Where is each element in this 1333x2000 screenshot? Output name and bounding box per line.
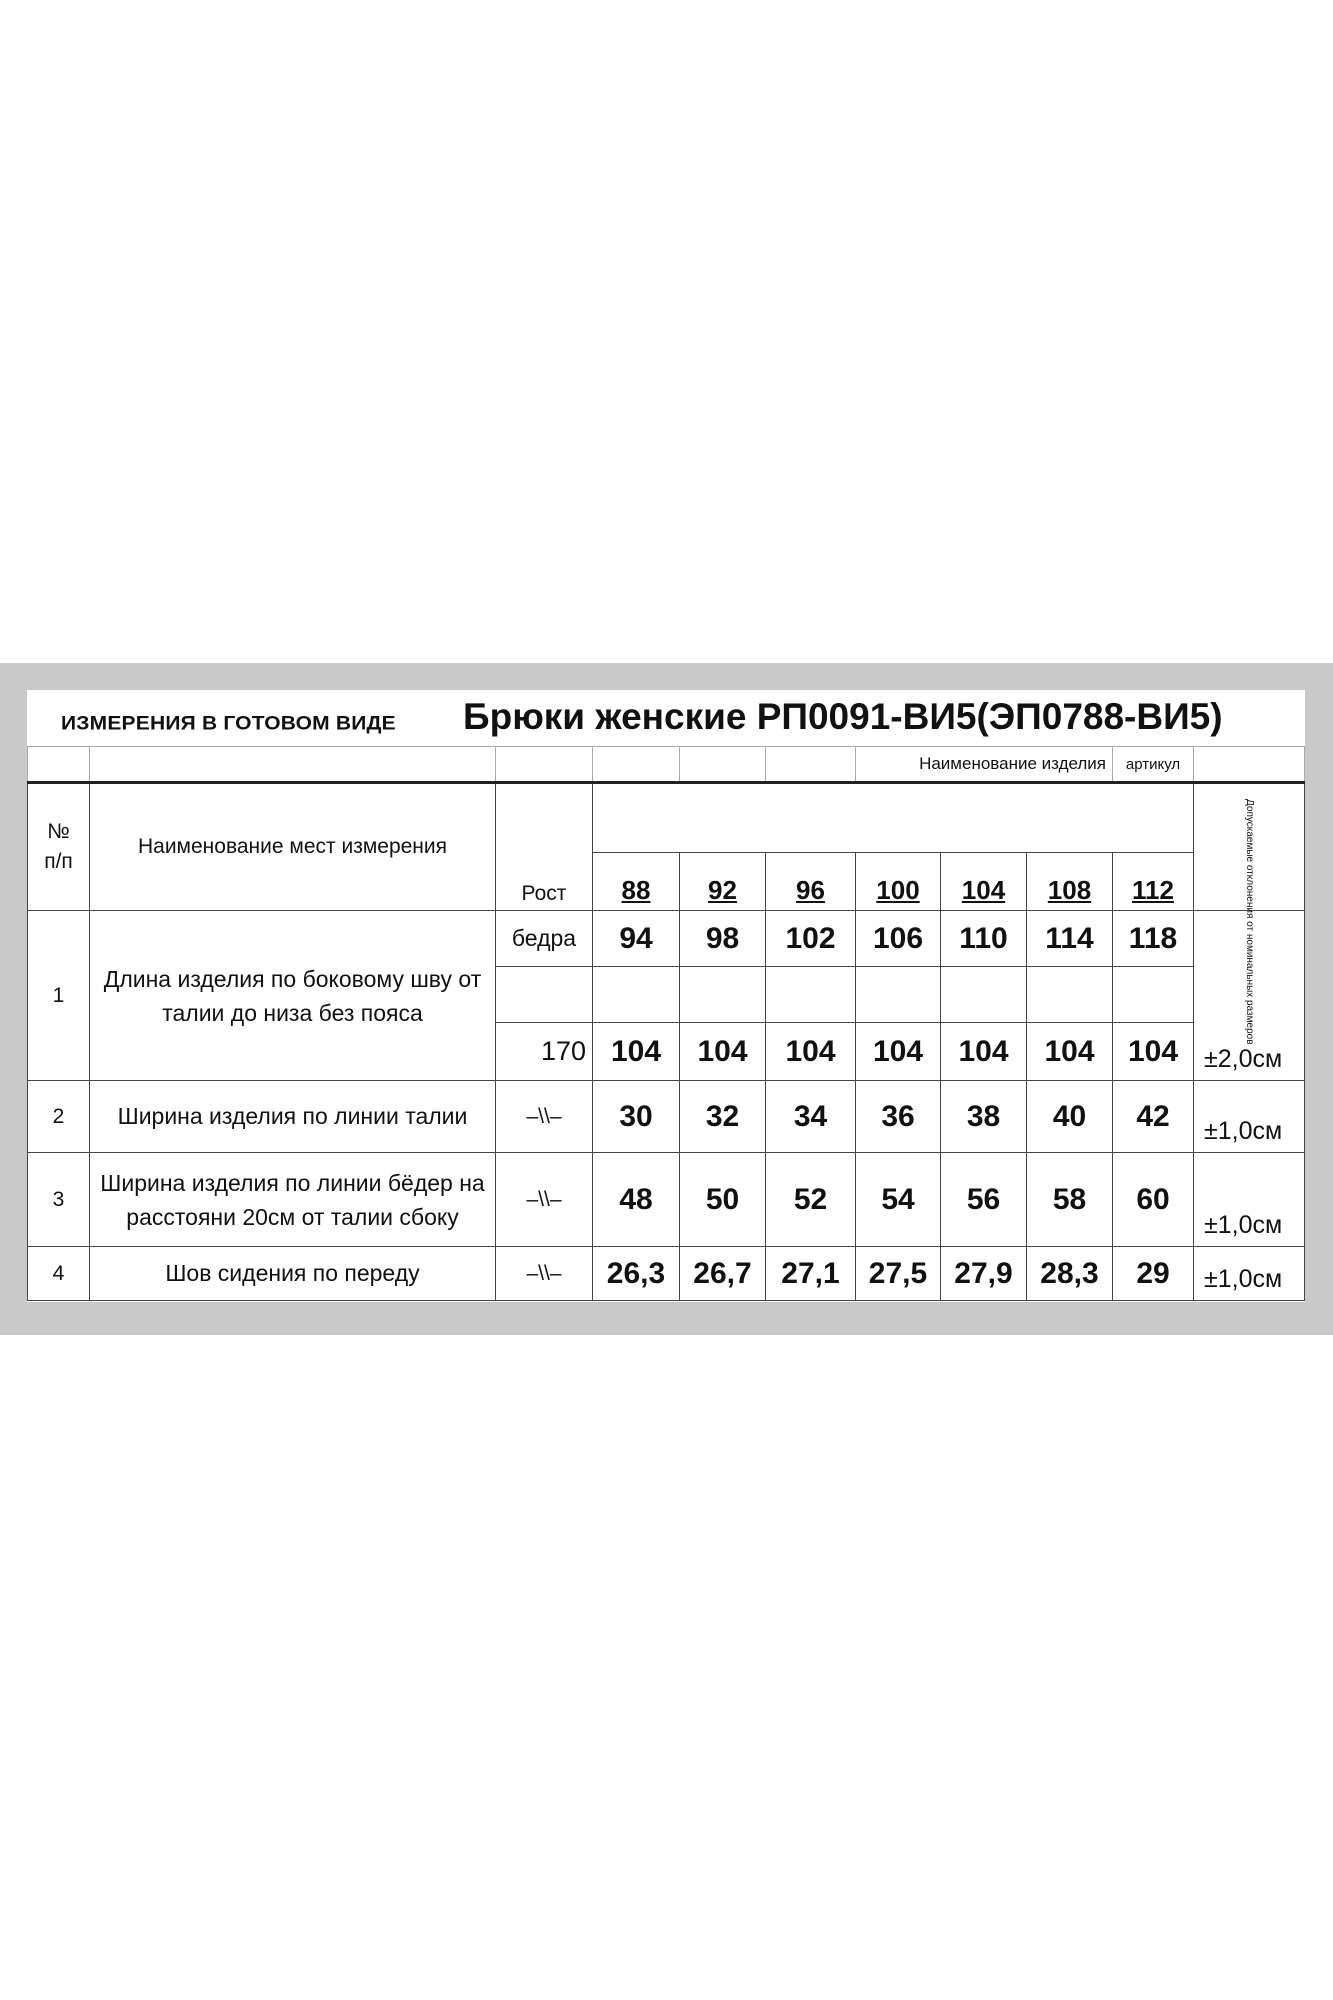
size-96: 96 <box>766 853 856 911</box>
cell-value: 27,9 <box>941 1247 1027 1301</box>
product-title: Брюки женские РП0091-ВИ5(ЭП0788-ВИ5) <box>463 696 1223 737</box>
row-2-ditto: –\\– <box>496 1081 593 1153</box>
cell-value: 30 <box>593 1081 680 1153</box>
hip-value: 118 <box>1113 911 1194 967</box>
cell-value: 26,7 <box>680 1247 766 1301</box>
hip-value: 106 <box>856 911 941 967</box>
header-row-top <box>28 783 1305 853</box>
cell-value: 26,3 <box>593 1247 680 1301</box>
article-label: артикул <box>1113 747 1194 783</box>
row-4-no: 4 <box>28 1247 90 1301</box>
table-row <box>28 1153 1305 1247</box>
size-108: 108 <box>1027 853 1113 911</box>
cell-value: 58 <box>1027 1153 1113 1247</box>
row-4-tolerance: ±1,0см <box>1194 1247 1305 1301</box>
tolerance-vertical-label: Допускаемые отклонения от номинальных размеров <box>1244 799 1255 1045</box>
row-1-tolerance: ±2,0см <box>1194 911 1305 1081</box>
col-header-no <box>28 783 90 911</box>
row-4-name: Шов сидения по переду <box>90 1247 496 1301</box>
col-header-measure-name: Наименование мест измерения <box>90 783 496 911</box>
table-row <box>28 911 1305 967</box>
hip-value: 102 <box>766 911 856 967</box>
section-label: ИЗМЕРЕНИЯ В ГОТОВОМ ВИДЕ <box>61 712 396 735</box>
cell-value: 42 <box>1113 1081 1194 1153</box>
product-name-label: Наименование изделия <box>856 747 1113 783</box>
measurements-table <box>27 746 1305 1301</box>
cell-value: 50 <box>680 1153 766 1247</box>
cell-value: 48 <box>593 1153 680 1247</box>
row-1-no: 1 <box>28 911 90 1081</box>
cell-value: 104 <box>856 1023 941 1081</box>
cell-value: 38 <box>941 1081 1027 1153</box>
cell-value: 104 <box>593 1023 680 1081</box>
hip-value: 94 <box>593 911 680 967</box>
size-chart-sheet <box>27 690 1305 1302</box>
size-100: 100 <box>856 853 941 911</box>
row-3-tolerance: ±1,0см <box>1194 1153 1305 1247</box>
subheader-row <box>28 747 1305 783</box>
cell-value: 60 <box>1113 1153 1194 1247</box>
size-104: 104 <box>941 853 1027 911</box>
cell-value: 27,5 <box>856 1247 941 1301</box>
cell-value: 32 <box>680 1081 766 1153</box>
cell-value: 28,3 <box>1027 1247 1113 1301</box>
cell-value: 54 <box>856 1153 941 1247</box>
row-4-ditto: –\\– <box>496 1247 593 1301</box>
hip-value: 110 <box>941 911 1027 967</box>
table-row <box>28 1247 1305 1301</box>
cell-value: 56 <box>941 1153 1027 1247</box>
row-2-tolerance: ±1,0см <box>1194 1081 1305 1153</box>
size-88: 88 <box>593 853 680 911</box>
cell-value: 52 <box>766 1153 856 1247</box>
cell-value: 104 <box>1113 1023 1194 1081</box>
row-1-height-value: 170 <box>496 1023 593 1081</box>
hip-value: 114 <box>1027 911 1113 967</box>
cell-value: 29 <box>1113 1247 1194 1301</box>
row-1-name: Длина изделия по боковому шву от талии до низа без пояса <box>90 911 496 1081</box>
row-2-name: Ширина изделия по линии талии <box>90 1081 496 1153</box>
cell-value: 40 <box>1027 1081 1113 1153</box>
title-row <box>27 690 1305 746</box>
row-3-no: 3 <box>28 1153 90 1247</box>
cell-value: 27,1 <box>766 1247 856 1301</box>
row-1-hip-label: бедра <box>496 911 593 967</box>
cell-value: 104 <box>680 1023 766 1081</box>
cell-value: 36 <box>856 1081 941 1153</box>
row-3-name: Ширина изделия по линии бёдер на расстояни 20см от талии сбоку <box>90 1153 496 1247</box>
row-2-no: 2 <box>28 1081 90 1153</box>
col-header-tolerance <box>1194 783 1305 1045</box>
cell-value: 104 <box>766 1023 856 1081</box>
hip-value: 98 <box>680 911 766 967</box>
cell-value: 104 <box>1027 1023 1113 1081</box>
row-3-ditto: –\\– <box>496 1153 593 1247</box>
size-112: 112 <box>1113 853 1194 911</box>
table-row <box>28 1081 1305 1153</box>
col-header-no-label: № п/п <box>44 820 73 873</box>
size-92: 92 <box>680 853 766 911</box>
col-header-height: Рост <box>496 783 593 911</box>
cell-value: 34 <box>766 1081 856 1153</box>
cell-value: 104 <box>941 1023 1027 1081</box>
